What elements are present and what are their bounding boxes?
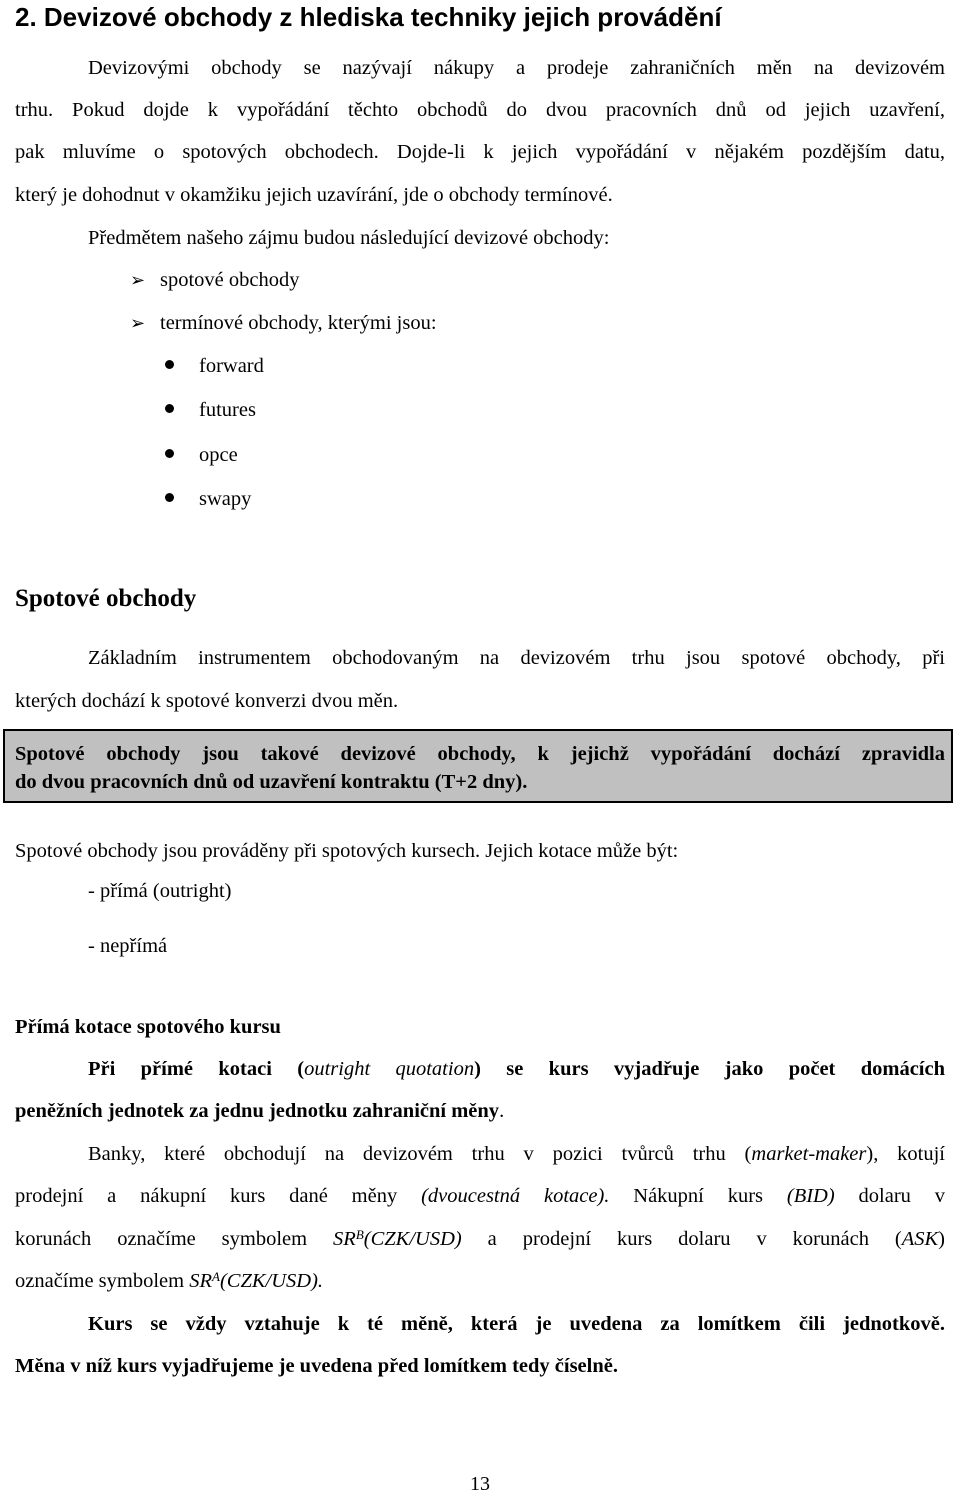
arrow-bullet-icon: ➢ [130, 270, 146, 291]
sub-list-item [165, 434, 238, 476]
bullet-dot-icon [165, 360, 174, 369]
quote-option-indirect: - nepřímá [88, 935, 168, 957]
direct-p1-line-1: Při přímé kotaci (outright quotation) se kurs vyjadřuje jako počet domácích [88, 1058, 945, 1080]
sub-list-item-label: futures [199, 399, 256, 421]
page-number: 13 [470, 1473, 490, 1495]
list-item-label: spotové obchody [160, 269, 300, 291]
direct-p3-line-1: Kurs se vždy vztahuje k té měně, která je uvedena za lomítkem čili jednotkově. [88, 1313, 945, 1335]
intro-line-4: který je dohodnut v okamžiku jejich uzavírání, jde o obchody termínové. [15, 184, 613, 206]
definition-line-1: Spotové obchody jsou takové devizové obchody, k jejichž vypořádání dochází zpravidla [15, 743, 945, 765]
direct-p3-line-2: Měna v níž kurs vyjadřujeme je uvedena před lomítkem tedy číselně. [15, 1355, 618, 1377]
bullet-dot-icon [165, 449, 174, 458]
section-heading-spot: Spotové obchody [15, 585, 197, 612]
bullet-dot-icon [165, 404, 174, 413]
direct-p2-line-1: Banky, které obchodují na devizovém trhu v pozici tvůrců trhu (market-maker), kotují [88, 1143, 945, 1165]
direct-p2-line-2: prodejní a nákupní kurs dané měny (dvoucestná kotace). Nákupní kurs (BID) dolaru v [15, 1185, 945, 1207]
sub-list-item [165, 389, 256, 431]
intro-line-1: Devizovými obchody se nazývají nákupy a prodeje zahraničních měn na devizovém [88, 57, 945, 79]
sub-list-item-label: forward [199, 355, 264, 377]
intro-line-3: pak mluvíme o spotových obchodech. Dojde-li k jejich vypořádání v nějakém pozdějším datu, [15, 141, 945, 163]
sub-list-item [165, 345, 264, 387]
arrow-bullet-icon: ➢ [130, 313, 146, 334]
sub-list-item-label: swapy [199, 488, 252, 510]
sub-list-item [165, 478, 251, 520]
direct-p2-line-3: korunách označíme symbolem $SR^B(CZK/USD)$ a prodejní kurs dolaru v korunách (ASK) [15, 1227, 945, 1250]
intro-line-2: trhu. Pokud dojde k vypořádání těchto obchodů do dvou pracovních dnů od jejich uzavření, [15, 99, 945, 121]
spot-text-line-1: Základním instrumentem obchodovaným na devizovém trhu jsou spotové obchody, při [88, 647, 945, 669]
quotes-intro: Spotové obchody jsou prováděny při spotových kursech. Jejich kotace může být: [15, 840, 679, 862]
intro-line-5: Předmětem našeho zájmu budou následující devizové obchody: [88, 227, 610, 249]
direct-p2-line-4: označíme symbolem $SR^A(CZK/USD)$. [15, 1269, 324, 1292]
definition-line-2: do dvou pracovních dnů od uzavření kontraktu (T+2 dny). [15, 771, 528, 793]
page-title: 2. Devizové obchody z hlediska techniky jejich provádění [15, 2, 722, 32]
bullet-dot-icon [165, 493, 174, 502]
direct-p1-line-2: peněžních jednotek za jednu jednotku zahraniční měny. [15, 1100, 505, 1122]
list-item [130, 259, 300, 302]
sub-list-item-label: opce [199, 444, 238, 466]
list-item-label: termínové obchody, kterými jsou: [160, 312, 437, 334]
list-item [130, 302, 437, 345]
spot-text-line-2: kterých dochází k spotové konverzi dvou měn. [15, 690, 399, 712]
quote-option-direct: - přímá (outright) [88, 880, 232, 902]
section-heading-direct: Přímá kotace spotového kursu [15, 1016, 281, 1038]
